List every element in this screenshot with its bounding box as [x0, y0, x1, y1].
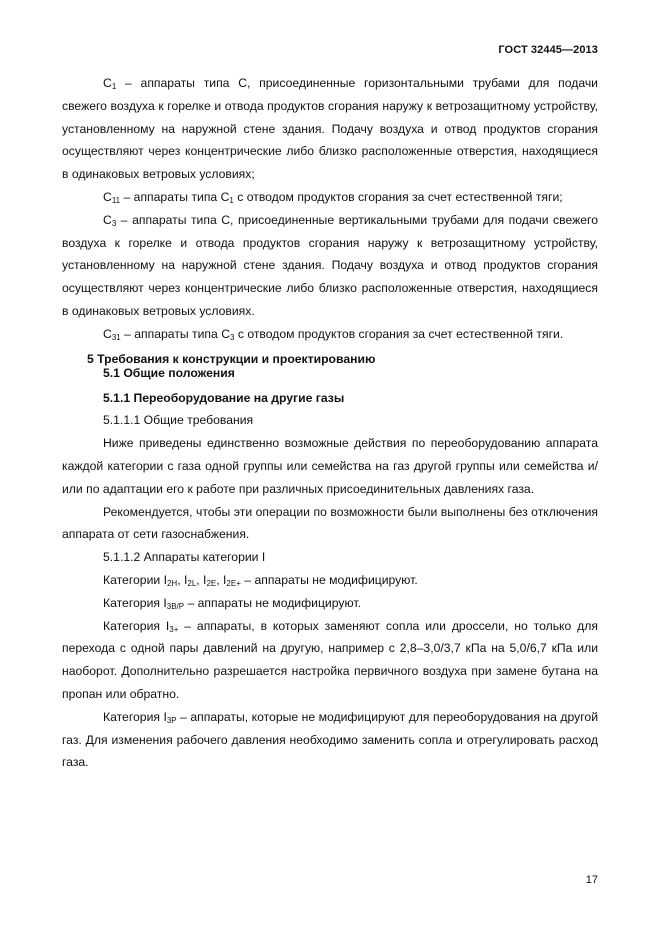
definition-c3 [62, 209, 598, 323]
category-text: , I [177, 572, 188, 587]
symbol: C [103, 76, 112, 90]
symbol: C [103, 326, 112, 341]
definition-text: – аппараты типа С [120, 326, 230, 341]
category-subscript: 2L [187, 578, 197, 588]
definition-c11 [62, 186, 598, 209]
section-5-1-1-1-heading: 5.1.1.1 Общие требования [103, 413, 254, 428]
symbol-subscript: 11 [111, 195, 121, 205]
category-text: – аппараты не модифицируют. [240, 572, 418, 587]
paragraph-recommend: Рекомендуется, чтобы эти операции по возможности были выполнены без отключения аппарата от сети газоснабжения. [62, 504, 598, 542]
category-line-2 [62, 592, 598, 615]
category-subscript: 2E [206, 578, 217, 588]
category-text: – аппараты, которые не модифицируют для переоборудования на другой газ. Для изменения рабочего давления необходимо заменить сопла и отрегулировать расход газа. [62, 709, 598, 770]
symbol-subscript: 3 [230, 332, 235, 342]
category-subscript: 3B/P [166, 601, 185, 611]
definition-text: с отводом продуктов сгорания за счет естественной тяги. [234, 326, 564, 341]
symbol: C [103, 212, 112, 227]
category-line-3 [62, 615, 598, 706]
symbol: C [103, 189, 112, 204]
category-text: , I [216, 572, 227, 587]
category-text: – аппараты не модифицируют. [184, 595, 361, 610]
category-text: Категория I [103, 709, 167, 724]
definition-text: – аппараты типа С, присоединенные вертикальными трубами для подачи свежего воздуха к горелке и отвода продуктов сгорания наружу к ветрозащитному устройству, установленному на наружной стене здания. Подачу воздуха и отвод продуктов сгорания осуществляют через концентрические либо близко расположенные отверстия, находящиеся в одинаковых ветровых условиях. [62, 212, 598, 318]
category-text: , I [196, 572, 207, 587]
category-subscript: 3P [166, 715, 177, 725]
category-text: Категории I [103, 572, 167, 587]
symbol-subscript: 3 [111, 218, 117, 228]
symbol-subscript: 31 [111, 332, 121, 342]
page-number: 17 [585, 874, 598, 886]
section-5-1-1-2-heading: 5.1.1.2 Аппараты категории I [103, 550, 266, 565]
category-subscript: 3+ [169, 624, 179, 634]
definition-text: с отводом продуктов сгорания за счет естественной тяги; [233, 189, 563, 204]
document-header-id: ГОСТ 32445—2013 [498, 44, 598, 56]
page-body [62, 72, 598, 774]
section-5-1-1-heading: 5.1.1 Переоборудование на другие газы [103, 390, 345, 405]
definition-c31 [62, 323, 598, 346]
section-5-1-heading: 5.1 Общие положения [103, 365, 235, 380]
category-text: Категория I [103, 595, 167, 610]
category-subscript: 2E+ [226, 578, 241, 588]
symbol-subscript: 1 [229, 195, 234, 205]
definition-text: – аппараты типа С, присоединенные горизонтальными трубами для подачи свежего воздуха к горелке и отвода продуктов сгорания наружу к ветрозащитному устройству, установленному на наружной стене здания. Подачу воздуха и отвод продуктов сгорания осуществляют через концентрические либо близко расположенные отверстия, находящиеся в одинаковых ветровых условиях; [62, 76, 598, 182]
section-5-heading: 5 Требования к конструкции и проектированию [87, 351, 376, 366]
category-line-1 [62, 569, 598, 592]
definition-c1 [62, 72, 598, 186]
category-line-4 [62, 706, 598, 774]
paragraph-intro: Ниже приведены единственно возможные действия по переоборудованию аппарата каждой категории с газа одной группы или семейства на газ другой группы или семейства и/или по адаптации его к работе при различных присоединительных давлениях газа. [62, 436, 598, 496]
definition-text: – аппараты типа С [120, 189, 230, 204]
symbol-subscript: 1 [111, 82, 117, 91]
category-text: – аппараты, в которых заменяют сопла или дроссели, но только для перехода с одной пары давлений на другую, например с 2,8–3,0/3,7 кПа на 5,0/6,7 кПа или наоборот. Дополнительно разрешается настройка первичного воздуха при замене бутана на пропан или обратно. [62, 618, 598, 701]
category-subscript: 2H [166, 578, 178, 588]
category-text: Категория I [103, 618, 170, 633]
